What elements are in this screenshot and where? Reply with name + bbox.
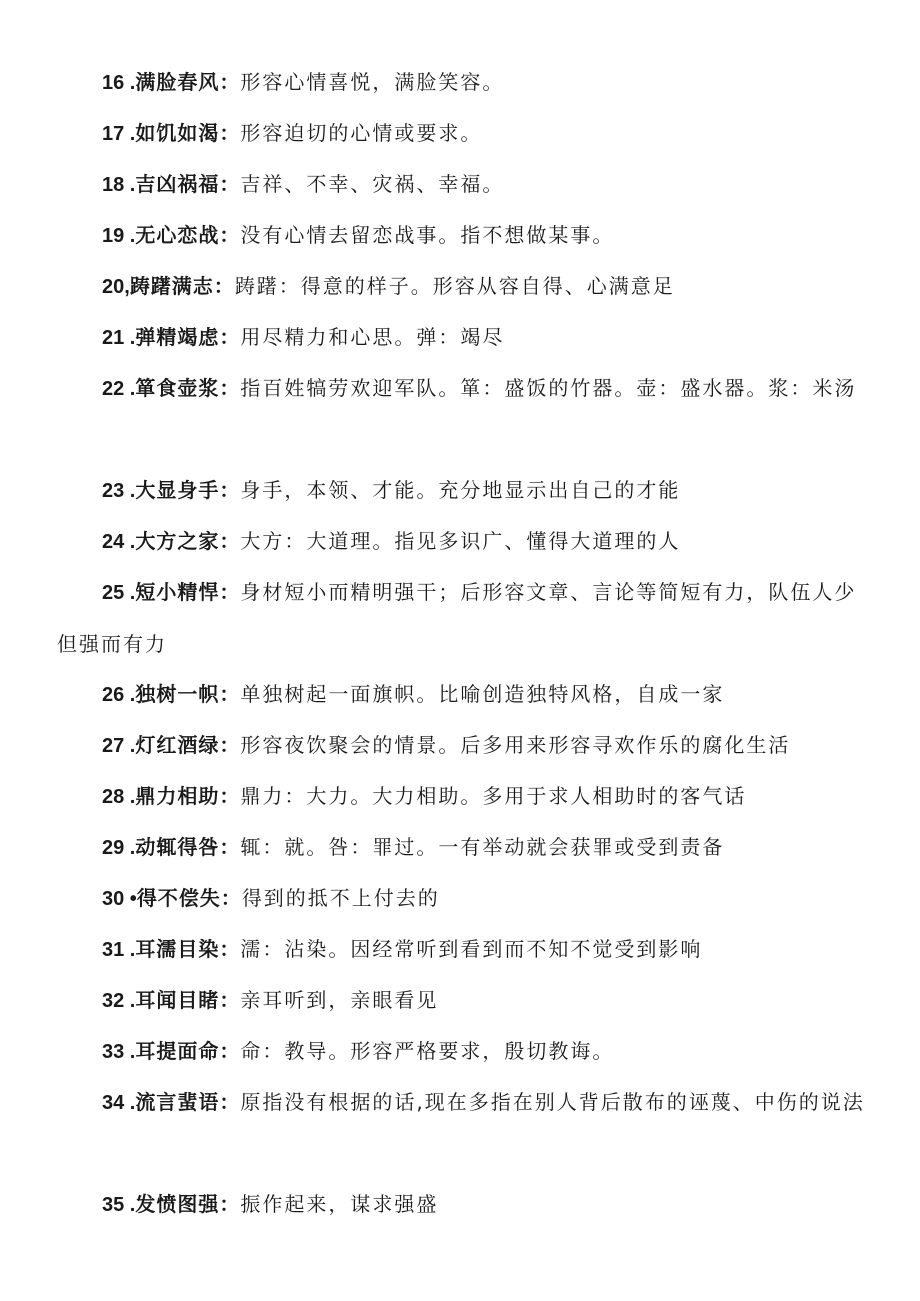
idiom-entry-25 [57, 567, 869, 670]
idiom-term: 鼎力相助： [135, 784, 241, 808]
idiom-entry-19 [57, 210, 869, 262]
idiom-definition: 吉祥、不幸、灾祸、幸福。 [240, 172, 505, 196]
entry-separator: . [124, 735, 136, 757]
idiom-definition: 命：教导。形容严格要求，殷切教诲。 [240, 1039, 615, 1063]
entry-separator: . [124, 990, 136, 1012]
idiom-definition: 得到的抵不上付去的 [241, 886, 440, 910]
idiom-term: 流言蜚语： [135, 1090, 241, 1114]
idiom-term: 吉凶祸福： [135, 172, 241, 196]
entry-separator: . [124, 72, 136, 94]
idiom-definition: 濡：沾染。因经常听到看到而不知不觉受到影响 [240, 937, 703, 961]
entry-separator: . [124, 327, 136, 349]
entry-number: 21 [102, 327, 125, 349]
idiom-entry-17 [57, 108, 869, 160]
idiom-term: 箪食壶浆： [135, 376, 241, 400]
entry-number: 33 [102, 1041, 125, 1063]
entry-separator: . [124, 1092, 136, 1114]
entry-separator: . [124, 531, 136, 553]
idiom-entry-32 [57, 975, 869, 1027]
entry-separator: . [124, 582, 136, 604]
entry-separator: . [124, 684, 136, 706]
idiom-term: 踌躇满志： [129, 274, 235, 298]
idiom-entry-30 [57, 873, 869, 925]
entry-separator: , [124, 276, 130, 298]
entry-number: 18 [102, 174, 125, 196]
entry-separator: . [124, 174, 136, 196]
idiom-term: 耳提面命： [135, 1039, 241, 1063]
entry-number: 17 [102, 123, 125, 145]
entry-number: 25 [102, 582, 125, 604]
idiom-entry-24 [57, 516, 869, 568]
idiom-definition: 辄：就。咎：罪过。一有举动就会获罪或受到责备 [240, 835, 725, 859]
idiom-definition: 振作起来，谋求强盛 [240, 1192, 439, 1216]
entry-number: 29 [102, 837, 125, 859]
idiom-entry-23 [57, 465, 869, 517]
idiom-term: 发愤图强： [135, 1192, 241, 1216]
idiom-term: 满脸春风： [135, 70, 241, 94]
entry-number: 34 [102, 1092, 125, 1114]
idiom-term: 耳闻目睹： [135, 988, 241, 1012]
entry-separator: . [124, 1041, 136, 1063]
entry-number: 19 [102, 225, 125, 247]
idiom-entry-33 [57, 1026, 869, 1078]
entry-number: 31 [102, 939, 125, 961]
idiom-term: 独树一帜： [135, 682, 241, 706]
idiom-entry-29 [57, 822, 869, 874]
idiom-entry-21 [57, 312, 869, 364]
idiom-entry-27 [57, 720, 869, 772]
entry-separator: . [124, 378, 136, 400]
idiom-definition: 形容心情喜悦，满脸笑容。 [240, 70, 505, 94]
entry-separator: . [124, 786, 136, 808]
idiom-term: 无心恋战： [135, 223, 241, 247]
entry-number: 20 [102, 276, 125, 298]
idiom-definition: 身材短小而精明强干；后形容文章、言论等简短有力，队伍人少但强而有力 [57, 580, 857, 656]
idiom-definition: 踌躇：得意的样子。形容从容自得、心满意足 [234, 274, 675, 298]
idiom-definition: 鼎力：大力。大力相助。多用于求人相助时的客气话 [240, 784, 747, 808]
idiom-term: 短小精悍： [135, 580, 241, 604]
idiom-entry-16 [57, 57, 869, 109]
idiom-definition: 指百姓犒劳欢迎军队。箪：盛饭的竹器。壶：盛水器。浆：米汤 [240, 376, 857, 400]
entry-number: 28 [102, 786, 125, 808]
idiom-entry-26 [57, 669, 869, 721]
idiom-definition: 形容夜饮聚会的情景。后多用来形容寻欢作乐的腐化生活 [240, 733, 791, 757]
idiom-entry-18 [57, 159, 869, 211]
idiom-entry-28 [57, 771, 869, 823]
entry-number: 35 [102, 1194, 125, 1216]
idiom-term: 大显身手： [135, 478, 241, 502]
entry-separator: . [124, 837, 136, 859]
idiom-definition: 原指没有根据的话,现在多指在别人背后散布的诬蔑、中伤的说法 [240, 1090, 865, 1114]
idiom-definition: 形容迫切的心情或要求。 [240, 121, 483, 145]
idiom-definition: 单独树起一面旗帜。比喻创造独特风格，自成一家 [240, 682, 725, 706]
entry-separator: • [124, 888, 137, 910]
entry-separator: . [124, 225, 136, 247]
idiom-definition: 亲耳听到，亲眼看见 [240, 988, 439, 1012]
entry-separator: . [124, 939, 136, 961]
idiom-term: 得不偿失： [136, 886, 242, 910]
idiom-entry-22 [57, 363, 869, 415]
idiom-entry-20 [57, 261, 869, 313]
entry-number: 26 [102, 684, 125, 706]
entry-separator: . [124, 123, 136, 145]
entry-number: 30 [102, 888, 125, 910]
idiom-term: 耳濡目染： [135, 937, 241, 961]
entry-number: 24 [102, 531, 125, 553]
entry-number: 23 [102, 480, 125, 502]
idiom-term: 如饥如渴： [135, 121, 241, 145]
idiom-term: 弹精竭虑： [135, 325, 241, 349]
idiom-definition: 没有心情去留恋战事。指不想做某事。 [240, 223, 615, 247]
idiom-term: 大方之家： [135, 529, 241, 553]
entry-separator: . [124, 1194, 136, 1216]
entry-separator: . [124, 480, 136, 502]
entry-number: 22 [102, 378, 125, 400]
idiom-entry-35 [57, 1179, 869, 1231]
idiom-definition: 身手，本领、才能。充分地显示出自己的才能 [240, 478, 681, 502]
idiom-definition: 用尽精力和心思。弹：竭尽 [240, 325, 505, 349]
idiom-entry-34 [57, 1077, 869, 1129]
idiom-entry-31 [57, 924, 869, 976]
entry-number: 27 [102, 735, 125, 757]
idiom-term: 动辄得咎： [135, 835, 241, 859]
idiom-term: 灯红酒绿： [135, 733, 241, 757]
entry-number: 32 [102, 990, 125, 1012]
idiom-definition: 大方：大道理。指见多识广、懂得大道理的人 [240, 529, 681, 553]
entry-number: 16 [102, 72, 125, 94]
